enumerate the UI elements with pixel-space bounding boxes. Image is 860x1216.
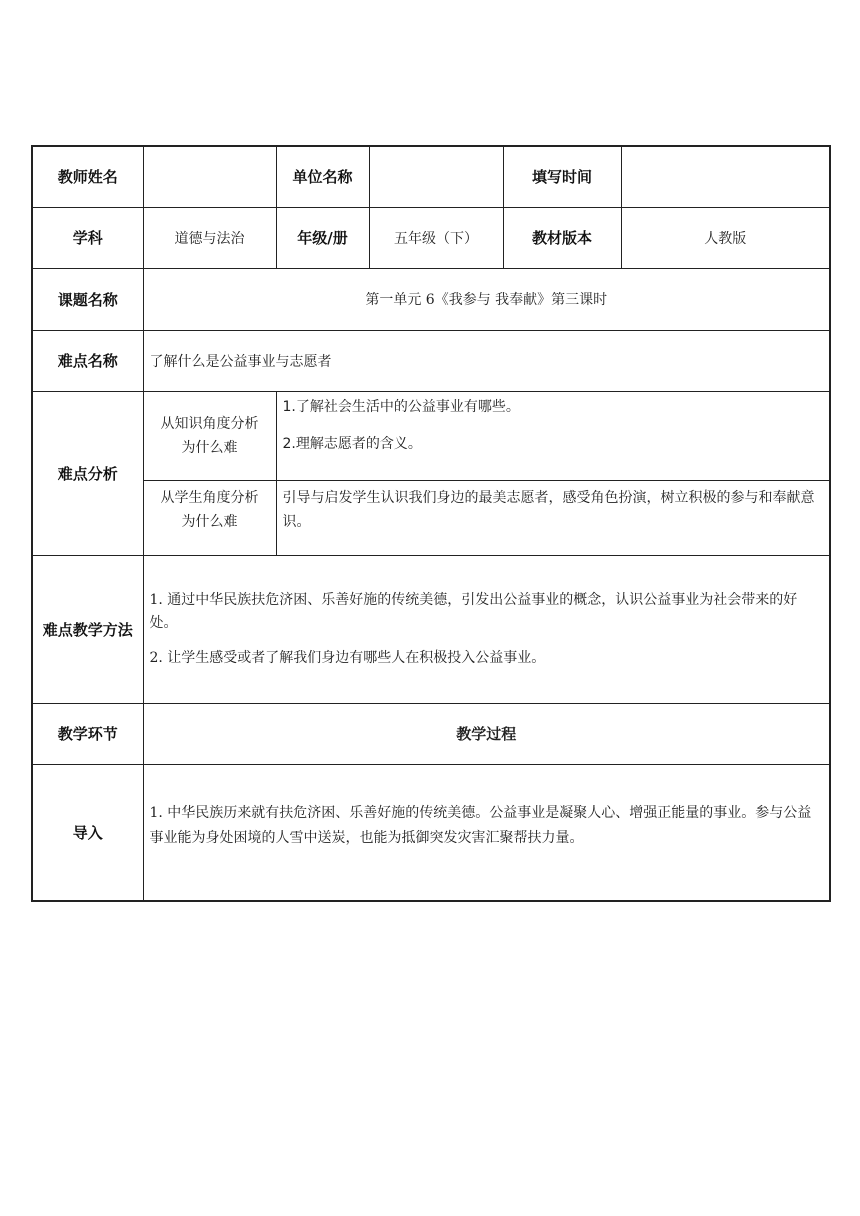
method-content: [143, 555, 830, 703]
subject-row: [32, 207, 830, 268]
knowledge-angle-line-1: 从知识角度分析: [160, 415, 259, 432]
edition-value: 人教版: [621, 207, 830, 268]
unit-name-label: 单位名称: [276, 146, 369, 207]
topic-row: [32, 268, 830, 330]
subject-value: 道德与法治: [143, 207, 276, 268]
topic-label: 课题名称: [32, 268, 143, 330]
topic-value: 第一单元 6《我参与 我奉献》第三课时: [143, 268, 830, 330]
difficulty-value: 了解什么是公益事业与志愿者: [143, 330, 830, 391]
intro-content: [143, 764, 830, 901]
teacher-name-field[interactable]: [143, 146, 276, 207]
knowledge-angle-content: [276, 391, 830, 480]
analysis-student-row: [32, 480, 830, 555]
subject-label: 学科: [32, 207, 143, 268]
method-item-2: 2. 让学生感受或者了解我们身边有哪些人在积极投入公益事业。: [149, 649, 546, 666]
grade-value: 五年级（下）: [369, 207, 503, 268]
fill-date-field[interactable]: [621, 146, 830, 207]
teacher-name-label: 教师姓名: [32, 146, 143, 207]
student-angle-label: [143, 480, 276, 555]
header-row: [32, 146, 830, 207]
knowledge-item-2-text: 理解志愿者的含义。: [295, 435, 422, 452]
method-item-1: 1. 通过中华民族扶危济困、乐善好施的传统美德，引发出公益事业的概念，认识公益事业为社会带来的好处。: [149, 591, 798, 631]
method-row: [32, 555, 830, 703]
difficulty-label: 难点名称: [32, 330, 143, 391]
knowledge-item-2: [283, 433, 824, 456]
intro-row: [32, 764, 830, 901]
unit-name-field[interactable]: [369, 146, 503, 207]
knowledge-angle-label: [143, 391, 276, 480]
analysis-label: 难点分析: [32, 391, 143, 555]
student-angle-line-2: 为什么难: [181, 513, 238, 530]
analysis-knowledge-row: [32, 391, 830, 480]
grade-label: 年级/册: [276, 207, 369, 268]
knowledge-item-1-number: 1.: [282, 398, 296, 415]
student-angle-line-1: 从学生角度分析: [160, 489, 259, 506]
process-header-label: 教学过程: [143, 703, 830, 764]
edition-label: 教材版本: [503, 207, 621, 268]
fill-date-label: 填写时间: [503, 146, 621, 207]
method-label: 难点教学方法: [32, 555, 143, 703]
lesson-plan-table: [31, 145, 831, 902]
process-header-row: [32, 703, 830, 764]
student-angle-content: [276, 480, 830, 555]
knowledge-item-1-text: 了解社会生活中的公益事业有哪些。: [295, 398, 520, 415]
knowledge-item-1: [283, 396, 824, 419]
knowledge-angle-line-2: 为什么难: [181, 439, 238, 456]
stage-header-label: 教学环节: [32, 703, 143, 764]
difficulty-row: [32, 330, 830, 391]
student-angle-text: 引导与启发学生认识我们身边的最美志愿者，感受角色扮演，树立积极的参与和奉献意识。: [282, 489, 815, 530]
knowledge-item-2-number: 2.: [282, 435, 296, 452]
intro-label: 导入: [32, 764, 143, 901]
intro-text: 1. 中华民族历来就有扶危济困、乐善好施的传统美德。公益事业是凝聚人心、增强正能量的事业。参与公益事业能为身处困境的人雪中送炭，也能为抵御突发灾害汇聚帮扶力量。: [149, 804, 812, 846]
